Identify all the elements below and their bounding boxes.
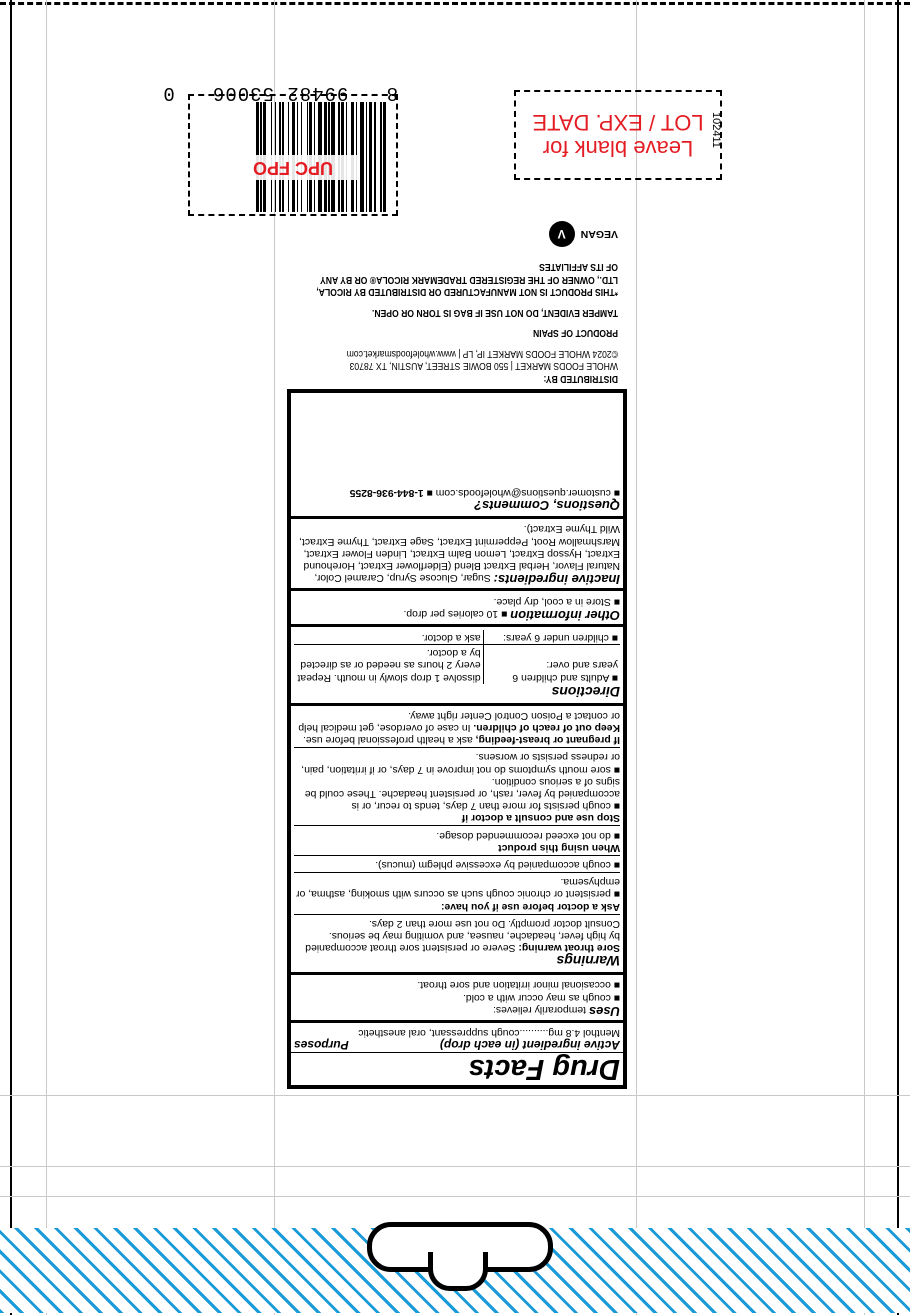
directions-what: dissolve 1 drop slowly in mouth. Repeat every 2 hours as needed or as directed by a doctor. xyxy=(297,647,481,683)
keep-out-label: Keep out of reach of children. xyxy=(473,721,620,733)
directions-who: ■ children under 6 years: xyxy=(483,630,620,645)
lot-line-1: Leave blank for xyxy=(542,136,694,161)
active-ingredient-line: Menthol 4.8 mg..........cough suppressant, oral anesthetic xyxy=(358,1027,620,1038)
rule xyxy=(291,972,623,975)
rule xyxy=(294,825,620,826)
upc-fpo-label: UPC FPO xyxy=(228,155,358,180)
hang-hole-join xyxy=(433,1250,473,1262)
barcode-bar xyxy=(383,102,386,212)
pregnant-label: If pregnant or breast-feeding, xyxy=(475,734,620,746)
guide-line xyxy=(864,0,865,1315)
distributor-address: WHOLE FOODS MARKET | 550 BOWIE STREET, AUSTIN, TX 78703 xyxy=(349,360,618,373)
questions-phone: ■ 1-844-936-8255 xyxy=(349,487,433,499)
barcode-bar xyxy=(374,102,375,212)
rule xyxy=(291,516,623,519)
directions-row xyxy=(294,644,620,683)
questions-email: ■ customer.questions@wholefoods.com xyxy=(435,487,620,499)
guide-line xyxy=(0,1095,910,1096)
other-info-heading: Other information xyxy=(510,607,620,623)
barcode-panel xyxy=(162,82,398,216)
uses-item: ■ cough as may occur with a cold. xyxy=(462,991,620,1003)
rule xyxy=(294,855,620,856)
top-dieline xyxy=(0,2,910,5)
other-info-store: ■ Store in a cool, dry place. xyxy=(493,595,620,607)
keep-out-text: In case of overdose, get medical help or contact a Poison Control Center right away. xyxy=(298,709,620,733)
active-ingredient-heading: Active ingredient (in each drop) xyxy=(439,1038,620,1052)
warnings-heading: Warnings xyxy=(556,953,620,970)
other-info-calories: ■ 10 calories per drop. xyxy=(403,607,508,619)
barcode-space xyxy=(372,102,375,212)
uses-item: ■ occasional minor irritation and sore throat. xyxy=(417,979,620,991)
rule xyxy=(294,872,620,873)
drug-facts-panel xyxy=(287,389,627,1089)
job-number: 102411 xyxy=(710,112,722,148)
rule xyxy=(291,703,623,706)
directions-row xyxy=(294,630,620,645)
inactive-heading: Inactive ingredients: xyxy=(493,572,620,588)
directions-who: ■ Adults and children 6 years and over: xyxy=(483,644,620,683)
barcode-space xyxy=(364,102,365,212)
when-using-heading: When using this product xyxy=(498,841,620,853)
sore-throat-label: Sore throat warning: xyxy=(518,942,620,954)
rule xyxy=(294,914,620,915)
vegan-badge xyxy=(292,221,618,247)
stop-use-item: ■ sore mouth symptoms do not improve in 7 days, or if irritation, pain, or redness persists or worsens. xyxy=(301,751,620,775)
inactive-text: Sugar, Glucose Syrup, Caramel Color, Natural Flavor, Herbal Extract Blend (Elderflower Extract, Horehound Extract, Hyssop Extract, Lemon Balm Extract, Linden Flower Extract, Marshmallow Root, Peppermint Extract, Sage Extract, Thyme Extract, Wild Thyme Extract). xyxy=(299,523,620,584)
barcode-bar xyxy=(380,102,381,212)
when-using-item: ■ do not exceed recommended dosage. xyxy=(436,829,620,841)
barcode-bar xyxy=(369,102,372,212)
rule xyxy=(291,624,623,627)
lot-exp-placeholder xyxy=(514,90,722,180)
ask-doctor-item: ■ persistent or chronic cough such as occurs with smoking, asthma, or emphysema. xyxy=(296,876,620,900)
directions-table xyxy=(294,630,620,684)
stop-use-heading: Stop use and consult a doctor if xyxy=(461,812,620,824)
disclaimer-line: *THIS PRODUCT IS NOT MANUFACTURED OR DISTRIBUTED BY RICOLA, xyxy=(316,286,618,299)
product-origin: PRODUCT OF SPAIN xyxy=(533,327,618,340)
distributed-by-heading: DISTRIBUTED BY: xyxy=(543,373,618,385)
pregnant-text: ask a health professional before use. xyxy=(302,734,473,746)
barcode-space xyxy=(376,102,380,212)
barcode-digits: 8 99482 53006 0 xyxy=(162,82,398,104)
ask-doctor-heading: Ask a doctor before use if you have: xyxy=(441,900,620,912)
directions-heading: Directions xyxy=(551,683,620,700)
guide-line xyxy=(636,0,637,1315)
uses-heading: Uses xyxy=(588,1003,620,1019)
guide-line xyxy=(0,1166,910,1167)
questions-heading: Questions, Comments? xyxy=(474,498,620,514)
distributor-copyright: ©2024 WHOLE FOODS MARKET IP, LP | www.wholefoodsmarket.com xyxy=(346,348,618,360)
directions-what: ask a doctor. xyxy=(294,630,483,645)
barcode-bar xyxy=(360,102,364,212)
barcode-bar xyxy=(366,102,367,212)
disclaimer-line: OF ITS AFFILIATES xyxy=(539,261,618,274)
tamper-warning: TAMPER EVIDENT, DO NOT USE IF BAG IS TORN OR OPEN. xyxy=(371,307,618,319)
bag-left-edge xyxy=(10,0,12,1315)
bag-right-edge xyxy=(897,0,899,1315)
lot-line-2: LOT / EXP. DATE xyxy=(532,110,704,135)
barcode-space xyxy=(382,102,383,212)
guide-line xyxy=(46,0,47,1315)
rule xyxy=(294,747,620,748)
barcode-space xyxy=(367,102,368,212)
distributor-block xyxy=(292,205,618,385)
disclaimer-line: LTD., OWNER OF THE REGISTERED TRADEMARK RICOLA® OR BY ANY xyxy=(320,274,618,286)
uses-intro: temporarily relieves: xyxy=(493,1003,587,1015)
drug-facts-title: Drug Facts xyxy=(468,1053,620,1085)
rule xyxy=(291,588,623,591)
sore-throat-text: Severe or persistent sore throat accompanied by high fever, headache, nausea, and vomiting may be serious. Consult doctor promptly. Do not use more than 2 days. xyxy=(305,917,620,954)
vegan-label: VEGAN xyxy=(580,228,618,241)
vegan-icon: V xyxy=(549,221,575,247)
purposes-heading: Purposes xyxy=(294,1038,349,1052)
stop-use-item: ■ cough persists for more than 7 days, tends to recur, or is accompanied by fever, rash, or persistent headache. These could be signs of a serious condition. xyxy=(304,775,620,812)
ask-doctor-item: ■ cough accompanied by excessive phlegm (mucus). xyxy=(375,858,620,870)
guide-line xyxy=(0,1196,910,1197)
rule xyxy=(291,1020,623,1023)
